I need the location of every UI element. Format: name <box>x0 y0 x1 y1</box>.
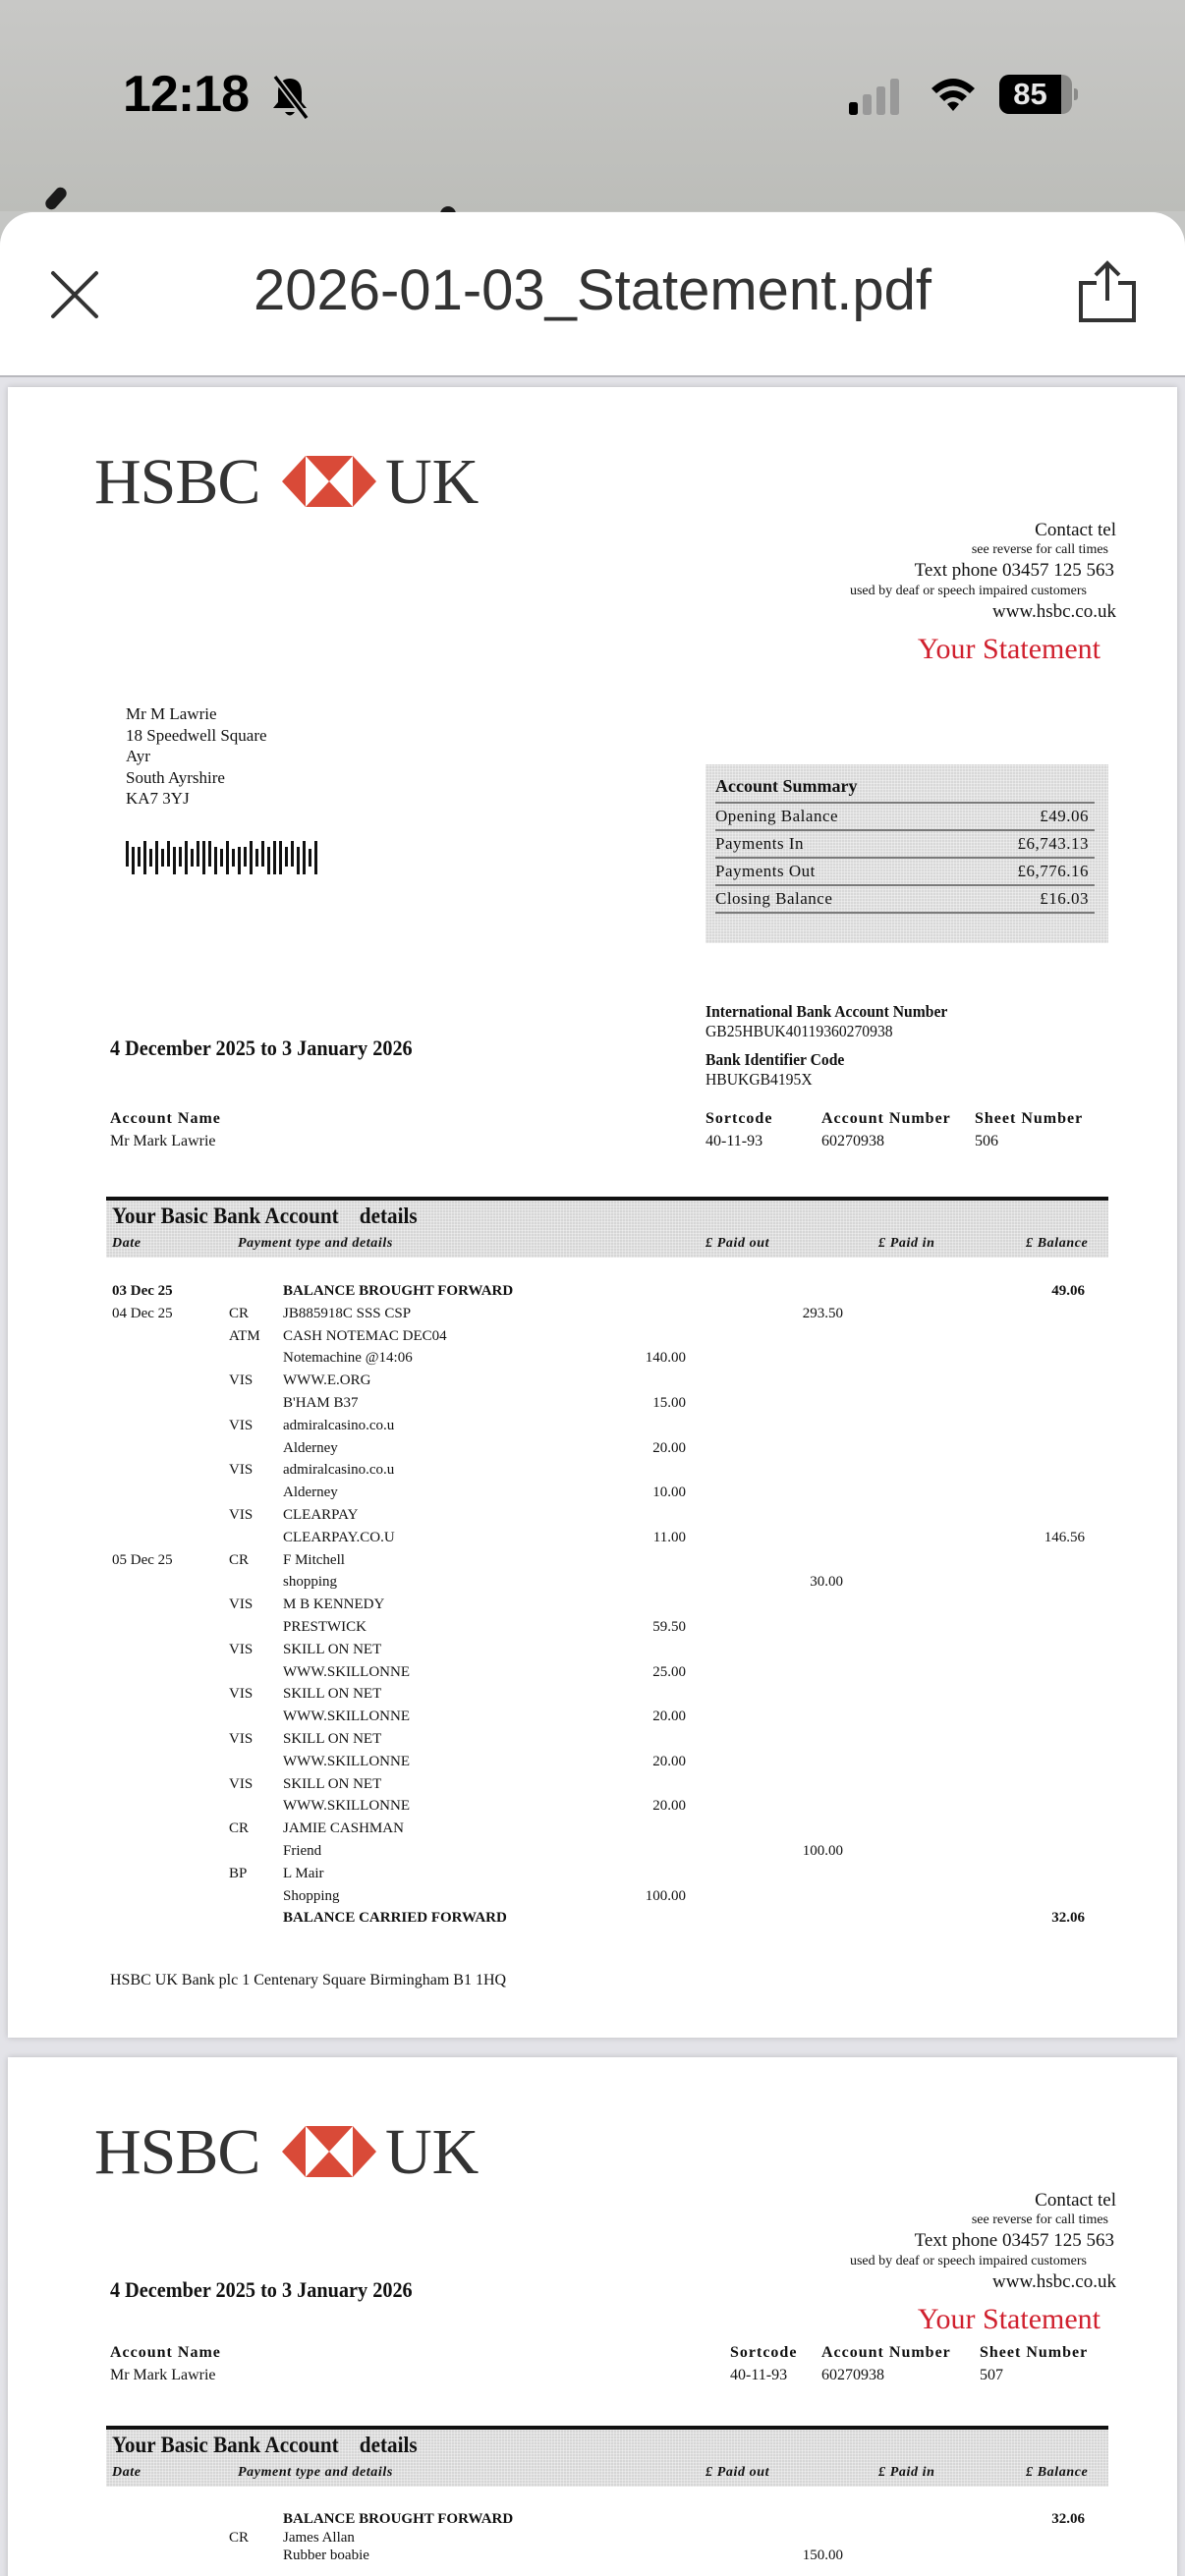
bank-address-footer: HSBC UK Bank plc 1 Centenary Square Birmingham B1 1HQ <box>110 1972 507 1988</box>
status-bar <box>0 0 1185 211</box>
cell-bal: 146.56 <box>1044 1529 1085 1545</box>
table-row <box>8 1418 1177 1439</box>
hsbc-hexagon-icon <box>282 456 376 507</box>
cell-type: VIS <box>229 1775 254 1792</box>
account-number: 60270938 <box>821 2367 884 2383</box>
cell-desc: F Mitchell <box>283 1551 345 1568</box>
cell-desc: WWW.SKILLONNE <box>283 1753 411 1769</box>
cell-desc: Notemachine @14:06 <box>283 1350 413 1367</box>
statement-period: 4 December 2025 to 3 January 2026 <box>110 2277 413 2302</box>
cell-bal: 32.06 <box>1051 2511 1085 2527</box>
status-time: 12:18 <box>123 66 249 123</box>
details-table-header: Your Basic Bank Account details Date Payment type and details £ Paid out £ Paid in £ Balance <box>106 2426 1108 2487</box>
pdf-page-2[interactable]: HSBC UK Contact tel see reverse for call times Text phone 03457 125 563 used by deaf or speech impaired customers www.hsbc.co.uk Your Statement 4 December 2025 to 3 January 2026 Account Name Mr Mark Lawrie Sortcode 40-11-93 Account Number 60270938 Sheet Number 507 Your Basic Bank Account details Date Payment type and details £ Paid out £ Paid in £ Balance BALANCE BROUGHT FORWARD 32.06 CR James Allan Rubber boabie 150.00 <box>8 2057 1177 2576</box>
sheet-number: 507 <box>980 2367 1003 2383</box>
cell-desc: Alderney <box>283 1484 338 1501</box>
table-row <box>8 1283 1177 1305</box>
table-row <box>8 1372 1177 1394</box>
iban-bic-block: International Bank Account Number GB25HBUK40119360270938 Bank Identifier Code HBUKGB4195X <box>705 1002 948 1089</box>
table-row <box>8 1888 1177 1910</box>
table-row <box>8 1574 1177 1596</box>
cell-type: CR <box>229 2529 250 2546</box>
cell-type: VIS <box>229 1462 254 1479</box>
iban-value: GB25HBUK40119360270938 <box>705 1022 893 1040</box>
cell-type: VIS <box>229 1417 254 1433</box>
cell-bal: 49.06 <box>1051 1283 1085 1299</box>
table-row <box>8 1462 1177 1484</box>
battery-percent: 85 <box>1013 77 1047 111</box>
account-summary-box: Account Summary Opening Balance £49.06 Payments In £6,743.13 Payments Out £6,776.16 Closing Balance £16.03 <box>705 764 1108 943</box>
cell-bal: 32.06 <box>1051 1910 1085 1927</box>
cell-in: 30.00 <box>810 1574 843 1591</box>
wifi-icon <box>929 75 978 114</box>
cell-desc: JB885918C SSS CSP <box>283 1305 412 1321</box>
cell-desc: SKILL ON NET <box>283 1686 382 1703</box>
table-row <box>8 2548 1177 2569</box>
cell-desc: Rubber boabie <box>283 2548 369 2563</box>
cell-desc: WWW.E.ORG <box>283 1372 371 1389</box>
table-row <box>8 1306 1177 1327</box>
cell-desc: B'HAM B37 <box>283 1395 359 1411</box>
cell-desc: CLEARPAY <box>283 1507 359 1523</box>
cell-desc: Friend <box>283 1843 322 1859</box>
cell-out: 100.00 <box>645 1887 686 1904</box>
cell-type: CR <box>229 1305 250 1321</box>
cell-desc: SKILL ON NET <box>283 1641 382 1657</box>
cell-desc: CASH NOTEMAC DEC04 <box>283 1327 447 1344</box>
cell-desc: shopping <box>283 1574 338 1591</box>
viewer-header <box>0 212 1185 377</box>
cellular-signal-icon <box>847 77 906 116</box>
table-row <box>8 1798 1177 1820</box>
cell-in: 150.00 <box>802 2548 843 2563</box>
table-row <box>8 1708 1177 1730</box>
hsbc-uk-logo: HSBC UK <box>94 446 480 518</box>
table-row <box>8 1731 1177 1753</box>
cell-type: VIS <box>229 1686 254 1703</box>
pdf-page-1[interactable]: HSBC UK Contact tel see reverse for call times Text phone 03457 125 563 used by deaf or speech impaired customers www.hsbc.co.uk Your Statement Mr M Lawrie 18 Speedwell Square Ayr South Ayrshire KA7 3YJ Account Summary Opening Balance £49.06 Payments In £6,743.13 Payments Out £6,776.16 Closing Balance £16.03 International Bank Account Number GB25HBUK40119360270938 Bank Identifier Code HBUKGB4195X 4 December 2025 to 3 January 2026 Account Name Mr Mark Lawrie Sortcode 40-11-93 Account Number 60270938 Sheet Number 506 Your Basic Bank Account details Date Payment type and details £ Paid out £ Paid in £ Balance 03 Dec 25 BALANCE BROUGHT FORWARD 49.06 04 Dec 25 CR JB885918C SSS CSP 293.50 ATM CASH NOTEMAC DEC04 Notemachine @14:06 140.00 VIS WWW.E.ORG B'HAM B37 15.00 VIS admiralcasino.co.u Alderney 20.00 VIS admiralcasino.co.u Alderney 10.00 VIS CLEARPAY CLEARPAY.CO.U 11.00 146.56 05 Dec 25 CR F Mitchell shopping 30.00 VIS M B KENNEDY PRESTWICK 59.50 VIS SKILL ON NET WWW.SKILLONNE 25.00 VIS SKILL ON NET WWW.SKILLONNE 20.00 VIS SKILL ON NET WWW.SKILLONNE 20.00 VIS SKILL ON NET WWW.SKILLONNE 20.00 CR JAMIE CASHMAN Friend 100.00 BP L Mair Shopping 100.00 BALANCE CARRIED FORWARD 32.06 HSBC UK Bank plc 1 Centenary Square Birmingham B1 1HQ <box>8 387 1177 2038</box>
table-row <box>8 1440 1177 1462</box>
hsbc-uk-logo: HSBC UK <box>94 2116 480 2188</box>
website-link[interactable]: www.hsbc.co.uk <box>992 601 1116 622</box>
cell-in: 293.50 <box>802 1305 843 1321</box>
cell-desc: L Mair <box>283 1865 324 1881</box>
table-row <box>8 1328 1177 1350</box>
cell-type: CR <box>229 1551 250 1568</box>
website-link[interactable]: www.hsbc.co.uk <box>992 2271 1116 2292</box>
cell-desc: SKILL ON NET <box>283 1731 382 1747</box>
table-row <box>8 1484 1177 1506</box>
your-statement-heading: Your Statement <box>917 633 1100 665</box>
cell-desc: admiralcasino.co.u <box>283 1417 395 1433</box>
pdf-viewer-sheet <box>0 212 1185 2576</box>
cell-type: VIS <box>229 1507 254 1523</box>
account-number: 60270938 <box>821 1133 884 1149</box>
sortcode: 40-11-93 <box>730 2367 788 2383</box>
cell-out: 10.00 <box>652 1484 686 1501</box>
sortcode: 40-11-93 <box>705 1133 763 1149</box>
cell-type: ATM <box>229 1327 260 1344</box>
cell-desc: Shopping <box>283 1887 340 1904</box>
cell-out: 15.00 <box>652 1395 686 1411</box>
table-row <box>8 1596 1177 1618</box>
bic-value: HBUKGB4195X <box>705 1070 813 1089</box>
table-row <box>8 1664 1177 1686</box>
summary-row-closing-balance: Closing Balance £16.03 <box>715 884 1095 910</box>
cell-type: VIS <box>229 1372 254 1389</box>
cell-desc: BALANCE BROUGHT FORWARD <box>283 2511 514 2527</box>
cell-desc: BALANCE BROUGHT FORWARD <box>283 1283 514 1299</box>
cell-out: 20.00 <box>652 1708 686 1725</box>
table-row <box>8 1686 1177 1708</box>
cell-out: 140.00 <box>645 1350 686 1367</box>
summary-row-opening-balance: Opening Balance £49.06 <box>715 802 1095 827</box>
cell-date: 04 Dec 25 <box>112 1305 173 1321</box>
document-title: 2026-01-03_Statement.pdf <box>253 258 932 322</box>
table-row <box>8 1395 1177 1417</box>
cell-type: VIS <box>229 1641 254 1657</box>
cell-desc: M B KENNEDY <box>283 1596 385 1613</box>
cell-type: CR <box>229 1820 250 1837</box>
bell-slash-icon <box>267 73 312 122</box>
cell-type: VIS <box>229 1596 254 1613</box>
table-row <box>8 1552 1177 1574</box>
background-app-glimpse <box>43 185 69 211</box>
postal-barcode-icon <box>126 841 342 874</box>
cell-out: 11.00 <box>652 1529 686 1545</box>
your-statement-heading: Your Statement <box>917 2303 1100 2335</box>
cell-type: BP <box>229 1865 248 1881</box>
table-row <box>8 1619 1177 1641</box>
share-icon[interactable] <box>1077 259 1140 324</box>
cell-out: 20.00 <box>652 1798 686 1815</box>
table-row <box>8 1776 1177 1798</box>
table-row <box>8 1866 1177 1887</box>
cell-desc: BALANCE CARRIED FORWARD <box>283 1910 507 1927</box>
cell-desc: WWW.SKILLONNE <box>283 1708 411 1725</box>
summary-row-payments-out: Payments Out £6,776.16 <box>715 857 1095 882</box>
summary-row-payments-in: Payments In £6,743.13 <box>715 829 1095 855</box>
cell-desc: SKILL ON NET <box>283 1775 382 1792</box>
table-row <box>8 1820 1177 1842</box>
table-row <box>8 1507 1177 1529</box>
cell-in: 100.00 <box>802 1843 843 1859</box>
table-row <box>8 1350 1177 1372</box>
hsbc-hexagon-icon <box>282 2126 376 2177</box>
battery-indicator <box>999 75 1078 114</box>
cell-desc: Alderney <box>283 1439 338 1456</box>
cell-date: 03 Dec 25 <box>112 1283 173 1299</box>
cell-out: 20.00 <box>652 1753 686 1769</box>
cell-date: 05 Dec 25 <box>112 1551 173 1568</box>
cell-out: 25.00 <box>652 1663 686 1680</box>
cell-desc: JAMIE CASHMAN <box>283 1820 404 1837</box>
table-row <box>8 1754 1177 1775</box>
statement-period: 4 December 2025 to 3 January 2026 <box>110 1036 413 1060</box>
table-row <box>8 1642 1177 1663</box>
table-row <box>8 1843 1177 1865</box>
cell-desc: PRESTWICK <box>283 1619 367 1635</box>
sheet-number: 506 <box>975 1133 998 1149</box>
cell-desc: James Allan <box>283 2529 355 2546</box>
close-icon[interactable] <box>47 267 102 322</box>
account-name: Mr Mark Lawrie <box>110 1133 216 1149</box>
table-row <box>8 1910 1177 1932</box>
cell-out: 59.50 <box>652 1619 686 1635</box>
cell-desc: WWW.SKILLONNE <box>283 1798 411 1815</box>
table-row <box>8 1530 1177 1551</box>
details-table-header: Your Basic Bank Account details Date Payment type and details £ Paid out £ Paid in £ Balance <box>106 1197 1108 1258</box>
cell-type: VIS <box>229 1731 254 1747</box>
cell-desc: WWW.SKILLONNE <box>283 1663 411 1680</box>
cell-out: 20.00 <box>652 1439 686 1456</box>
cell-desc: CLEARPAY.CO.U <box>283 1529 395 1545</box>
account-name: Mr Mark Lawrie <box>110 2367 216 2383</box>
customer-address: Mr M Lawrie 18 Speedwell Square Ayr South Ayrshire KA7 3YJ <box>126 704 267 808</box>
cell-desc: admiralcasino.co.u <box>283 1462 395 1479</box>
